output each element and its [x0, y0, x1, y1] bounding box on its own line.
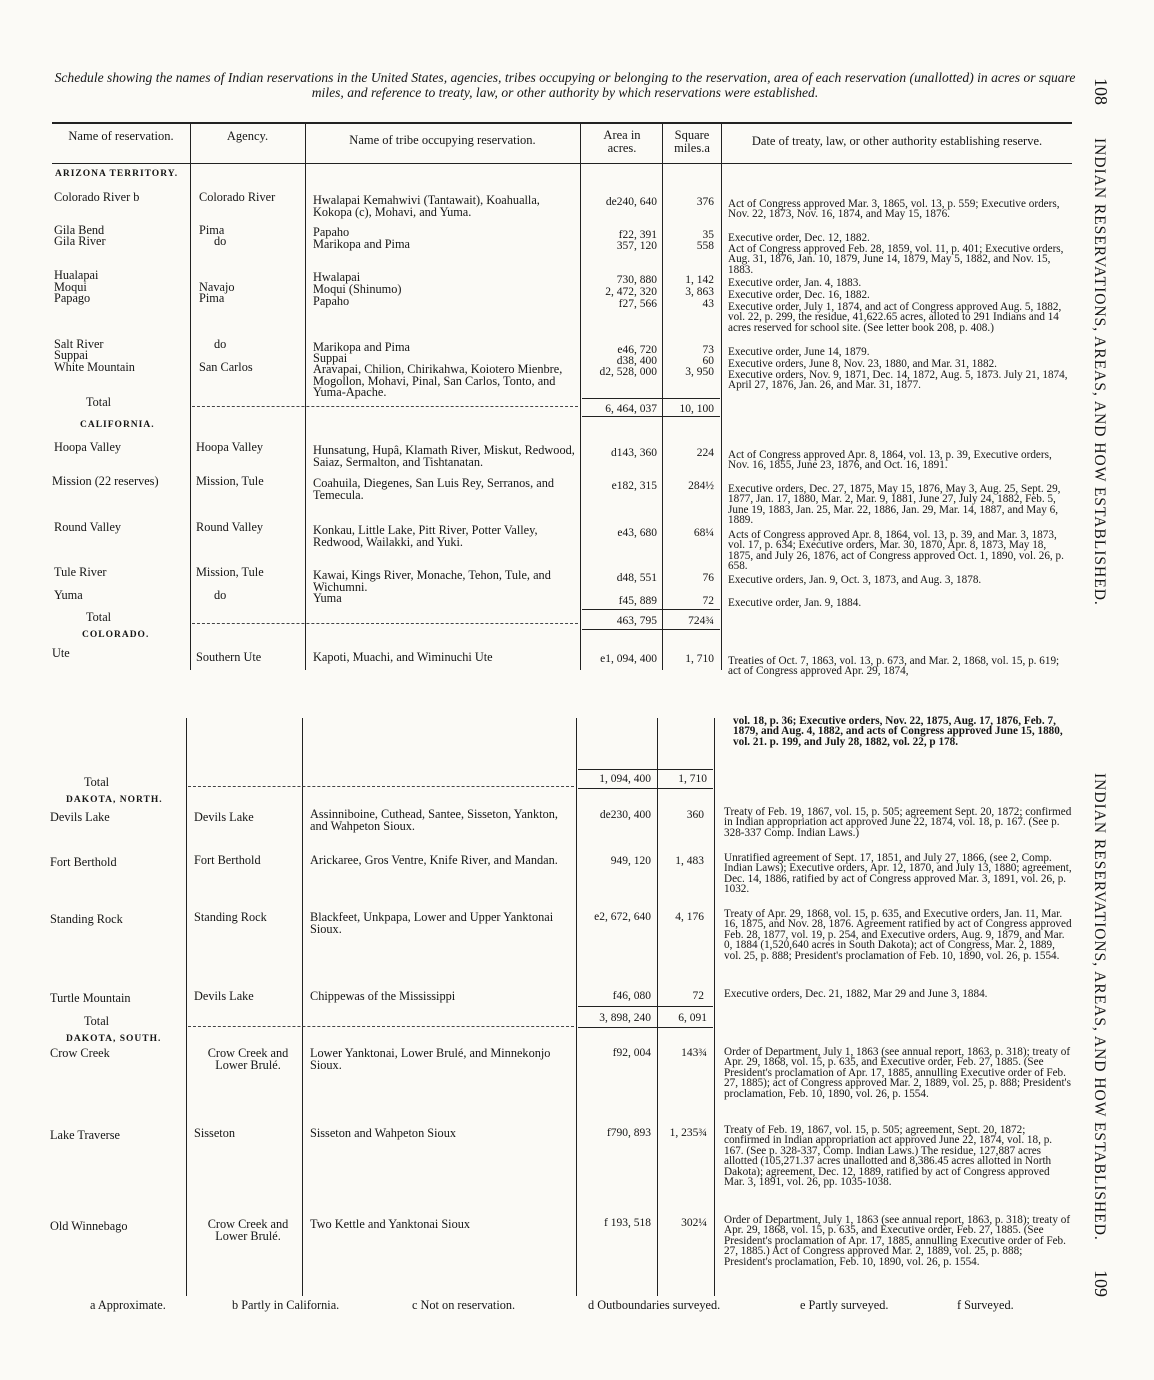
footnote-d: d Outboundaries surveyed. [588, 1298, 721, 1312]
reservation-name: Yuma [54, 588, 83, 602]
column-rule [302, 718, 303, 1296]
footnote-e: e Partly surveyed. [800, 1298, 889, 1312]
area-miles: 143¾ [681, 1047, 707, 1059]
area-miles: 1, 483 [675, 855, 704, 867]
authority: Acts of Congress approved Apr. 8, 1864, vol. 13, p. 39, and Mar. 3, 1873, vol. 17, p. 634; Executive orders, Mar. 30, 1870, Apr. 8, 1873, May 18, 1875, and July 26, 1876, act of Congress approved Oct. 1, 1890, vol. 26, p. 658. [728, 529, 1067, 573]
total-leader [192, 623, 578, 625]
area-acres: f92, 004 [612, 1047, 651, 1059]
authority: Order of Department, July 1, 1863 (see annual report, 1863, p. 318); treaty of Apr. 29, 1868, vol. 15, p. 635, and Executive order, Feb. 27, 1885. (See President's proclamation of Apr. 17, 1885, annulling Executive order of Feb. 27, 1885); act of Congress approved Mar. 2, 1889, vol. 25, p. 888; President's proclamation, Feb. 10, 1890, vol. 26, p. 1554. [724, 1046, 1074, 1100]
col-header-agency: Agency. [226, 129, 269, 143]
authority: Executive orders, Dec. 21, 1882, Mar 29 and June 3, 1884. [724, 988, 988, 1000]
column-rule [305, 122, 306, 670]
area-miles: 376 [696, 196, 714, 208]
total-acres: 463, 795 [616, 615, 657, 627]
table-top-rule [52, 122, 1072, 124]
column-rule [576, 718, 577, 1296]
reservation-name: Gila Bend [54, 223, 105, 237]
running-head-bottom: INDIAN RESERVATIONS, AREAS, AND HOW ESTABLISHED. [1091, 773, 1108, 1241]
section-heading: DAKOTA, SOUTH. [66, 1034, 162, 1044]
authority: Act of Congress approved Mar. 3, 1865, vol. 13, p. 559; Executive orders, Nov. 22, 1873, Nov. 16, 1874, and May 15, 1876. [728, 198, 1063, 221]
area-acres: f46, 080 [612, 990, 651, 1002]
total-label: Total [84, 775, 110, 789]
footnote-c: c Not on reservation. [412, 1298, 516, 1312]
area-acres: d38, 400 [616, 355, 657, 367]
column-rule [580, 122, 581, 670]
area-acres: 730, 880 [616, 274, 657, 286]
reservation-name: Standing Rock [50, 912, 123, 926]
tribe-name: Two Kettle and Yanktonai Sioux [310, 1217, 471, 1231]
authority: Executive order, Jan. 4, 1883. [728, 277, 862, 289]
header-bottom-rule [52, 163, 1072, 164]
reservation-name: Hualapai [54, 268, 99, 282]
authority: Executive order, Dec. 12, 1882. [728, 232, 870, 244]
agency-name: Mission, Tule [196, 565, 264, 579]
tribe-name: Marikopa and Pima [313, 237, 410, 251]
total-miles: 10, 100 [679, 403, 714, 415]
area-acres: d2, 528, 000 [599, 366, 657, 378]
agency-name: do [214, 588, 227, 602]
col-header-name: Name of reservation. [68, 129, 174, 143]
area-miles: 43 [702, 298, 714, 310]
agency-name: Fort Berthold [194, 853, 261, 867]
authority: Executive orders, June 8, Nov. 23, 1880, and Mar. 31, 1882. [728, 358, 997, 370]
area-miles: 60 [702, 355, 714, 367]
authority: Act of Congress approved Apr. 8, 1864, vol. 13, p. 39, Executive orders, Nov. 16, 1855, June 23, 1876, and Oct. 16, 1891. [728, 449, 1055, 472]
total-rule [582, 609, 720, 610]
footnote-b: b Partly in California. [232, 1298, 340, 1312]
area-acres: f22, 391 [618, 229, 657, 241]
area-acres: d48, 551 [616, 572, 657, 584]
total-rule [582, 416, 720, 417]
total-label: Total [86, 610, 112, 624]
agency-name: Mission, Tule [196, 474, 264, 488]
reservation-name: Crow Creek [50, 1046, 110, 1060]
running-head-top: INDIAN RESERVATIONS, AREAS, AND HOW ESTABLISHED. [1091, 138, 1108, 606]
total-acres: 3, 898, 240 [599, 1012, 651, 1024]
area-miles: 1, 235¾ [669, 1127, 707, 1139]
section-heading: COLORADO. [82, 630, 150, 640]
area-miles: 72 [702, 595, 714, 607]
area-acres: de230, 400 [599, 809, 651, 821]
area-miles: 3, 863 [685, 286, 714, 298]
agency-name: Sisseton [194, 1126, 235, 1140]
agency-name: Southern Ute [196, 650, 262, 664]
reservation-name: Tule River [54, 565, 107, 579]
agency-name: Pima [199, 291, 225, 305]
agency-name: Colorado River [199, 190, 276, 204]
total-acres: 1, 094, 400 [599, 773, 651, 785]
tribe-name: Arickaree, Gros Ventre, Knife River, and Mandan. [310, 853, 558, 867]
area-miles: 1, 710 [685, 653, 714, 665]
tribe-name: Hwalapai Kemahwivi (Tantawait), Koahualla, Kokopa (c), Mohavi, and Yuma. [313, 193, 543, 219]
area-acres: e182, 315 [611, 480, 657, 492]
col-header-acres: Area in acres. [603, 128, 641, 155]
agency-name: Crow Creek and Lower Brulé. [207, 1046, 292, 1072]
section-heading: DAKOTA, NORTH. [66, 795, 163, 805]
tribe-name: Konkau, Little Lake, Pitt River, Potter Valley, Redwood, Wailakki, and Yuki. [313, 523, 541, 549]
total-rule [578, 1027, 713, 1028]
area-miles: 72 [692, 990, 704, 1002]
reservation-name: White Mountain [54, 360, 135, 374]
area-miles: 4, 176 [675, 911, 704, 923]
agency-name: Round Valley [196, 520, 264, 534]
area-acres: f45, 889 [618, 595, 657, 607]
tribe-name: Kawai, Kings River, Monache, Tehon, Tule, and Wichumni. [313, 568, 554, 594]
tribe-name: Suppai [313, 351, 348, 365]
tribe-name: Assinniboine, Cuthead, Santee, Sisseton, Yankton, and Wahpeton Sioux. [310, 807, 562, 833]
tribe-name: Moqui (Shinumo) [313, 282, 402, 296]
authority: Treaty of Feb. 19, 1867, vol. 15, p. 505; agreement, Sept. 20, 1872; confirmed in Indian appropriation act approved June 22, 1874, vol. 18, p. 167. (See p. 328-337, Comp. Indian Laws.) The residue, 127,887 acres allotted (105,271.37 acres unallotted and 8,386.45 acres allotted in North Dakota); agreement, Dec. 12, 1889, ratified by act of Congress approved Mar. 3, 1891, vol. 26, pp. 1035-1038. [724, 1124, 1055, 1189]
area-miles: 1, 142 [685, 274, 714, 286]
total-rule [582, 629, 720, 630]
agency-name: San Carlos [199, 360, 253, 374]
col-header-date: Date of treaty, law, or other authority establishing reserve. [751, 134, 1043, 148]
reservation-name: Hoopa Valley [54, 440, 122, 454]
col-header-tribe: Name of tribe occupying reservation. [349, 133, 536, 147]
tribe-name: Kapoti, Muachi, and Wiminuchi Ute [313, 650, 493, 664]
area-miles: 224 [696, 447, 714, 459]
authority-continued: vol. 18, p. 36; Executive orders, Nov. 22, 1875, Aug. 17, 1876, Feb. 7, 1879, and Aug. 4, 1882, and acts of Congress approved June 15, 1880, vol. 21. p. 199, and July 28, 1882, vol. 22, p 178. [733, 715, 1066, 748]
agency-name: Devils Lake [194, 810, 254, 824]
area-acres: f 193, 518 [604, 1217, 651, 1229]
area-acres: de240, 640 [605, 196, 657, 208]
area-miles: 558 [696, 240, 714, 252]
area-acres: 949, 120 [610, 855, 651, 867]
column-rule [714, 718, 715, 1296]
authority: Unratified agreement of Sept. 17, 1851, and July 27, 1866, (see 2, Comp. Indian Laws); Executive orders, Apr. 12, 1870, and July 13, 1880; agreement, Dec. 14, 1886, ratified by act of Congress approved Mar. 3, 1891, vol. 26, p. 1032. [724, 852, 1075, 896]
total-leader [192, 406, 578, 408]
tribe-name: Papaho [313, 294, 350, 308]
authority: Executive orders, Dec. 27, 1875, May 15, 1876, May 3, Aug. 25, Sept. 29, 1877, Jan. 17, 1880, Mar. 2, Mar. 9, 1881, June 27, July 24, 1882, Feb. 5, June 19, 1883, Jan. 25, Mar. 22, 1886, Jan. 29, Mar. 14, 1887, and May 6, 1889. [728, 483, 1064, 527]
reservation-name: Ute [52, 646, 70, 660]
tribe-name: Hunsatung, Hupâ, Klamath River, Miskut, Redwood, Saiaz, Sermalton, and Tishtanatan. [313, 443, 578, 469]
total-rule [578, 788, 713, 789]
authority: Treaty of Apr. 29, 1868, vol. 15, p. 635, and Executive orders, Jan. 11, Mar. 16, 1875, and Nov. 28, 1876. Agreement ratified by act of Congress approved Feb. 28, 1877, vol. 19, p. 254, and Executive orders, Aug. 9, 1879, and Mar. 0, 1884 (1,520,640 acres in South Dakota); act of Congress, Mar. 2, 1889, vol. 25, p. 888; President's proclamation of Feb. 10, 1890, vol. 26, p. 1554. [724, 908, 1075, 962]
agency-name: Hoopa Valley [196, 440, 264, 454]
reservation-name: Papago [54, 291, 91, 305]
authority: Act of Congress approved Feb. 28, 1859, vol. 11, p. 401; Executive orders, Aug. 31, 1876, Jan. 10, 1879, June 14, 1879, May 5, 1882, and Nov. 15, 1883. [728, 243, 1066, 276]
agency-name: Pima [199, 223, 225, 237]
tribe-name: Lower Yanktonai, Lower Brulé, and Minnekonjo Sioux. [310, 1046, 554, 1072]
area-miles: 76 [702, 572, 714, 584]
page-number-bottom: 109 [1091, 1270, 1111, 1297]
total-miles: 1, 710 [678, 773, 707, 785]
reservation-name: Turtle Mountain [50, 991, 131, 1005]
tribe-name: Coahuila, Diegenes, San Luis Rey, Serranos, and Temecula. [313, 476, 557, 502]
reservation-name: Mission (22 reserves) [52, 474, 159, 488]
reservation-name: Salt River [54, 337, 104, 351]
reservation-name: Old Winnebago [50, 1219, 128, 1233]
agency-name: Devils Lake [194, 989, 254, 1003]
footnote-a: a Approximate. [90, 1298, 166, 1312]
area-acres: 2, 472, 320 [605, 286, 657, 298]
authority: Order of Department, July 1, 1863 (see annual report, 1863, p. 318); treaty of Apr. 29, 1868, vol. 15, p. 635, and Executive order, Feb. 27, 1885. (See President's proclamation of Apr. 17, 1885, annulling Executive order of Feb. 27, 1885.) Act of Congress approved Mar. 2, 1889, vol. 25, p. 888; President's proclamation, Feb. 10, 1890, vol. 26, p. 1554. [724, 1214, 1073, 1268]
area-acres: d143, 360 [611, 447, 657, 459]
authority: Executive order, June 14, 1879. [728, 346, 870, 358]
authority: Executive order, Jan. 9, 1884. [728, 597, 862, 609]
tribe-name: Sisseton and Wahpeton Sioux [310, 1126, 457, 1140]
total-miles: 724¾ [688, 615, 714, 627]
tribe-name: Hwalapai [313, 270, 361, 284]
page-title: Schedule showing the names of Indian reservations in the United States, agencies, tribes occupying or belonging to the reservation, area of each reservation (unallotted) in acres or square miles, and reference to treaty, law, or other authority by which reservations were established. [54, 70, 1076, 100]
total-leader [188, 1026, 574, 1028]
reservation-name: Gila River [54, 234, 106, 248]
area-acres: f790, 893 [606, 1127, 651, 1139]
tribe-name: Yuma [313, 591, 342, 605]
total-rule [578, 1006, 713, 1007]
total-miles: 6, 091 [678, 1012, 707, 1024]
tribe-name: Blackfeet, Unkpapa, Lower and Upper Yanktonai Sioux. [310, 910, 557, 936]
reservation-name: Lake Traverse [50, 1128, 121, 1142]
tribe-name: Chippewas of the Mississippi [310, 989, 456, 1003]
page-number-top: 108 [1091, 78, 1111, 105]
area-acres: 357, 120 [616, 240, 657, 252]
total-label: Total [86, 395, 112, 409]
area-acres: e2, 672, 640 [594, 911, 651, 923]
authority: Executive orders, Nov. 9, 1871, Dec. 14, 1872, Aug. 5, 1873. July 21, 1874, April 27, 1876, Jan. 26, and Mar. 31, 1877. [728, 369, 1070, 392]
area-miles: 284½ [688, 480, 714, 492]
authority: Treaties of Oct. 7, 1863, vol. 13, p. 673, and Mar. 2, 1868, vol. 15, p. 619; act of Congress approved Apr. 29, 1874, [728, 655, 1062, 678]
authority: Treaty of Feb. 19, 1867, vol. 15, p. 505; agreement Sept. 20, 1872; confirmed in Indian appropriation act approved June 22, 1874, vol. 18, p. 167. (See p. 328-337 Comp. Indian Laws.) [724, 806, 1075, 839]
reservation-name: Suppai [54, 348, 89, 362]
total-rule [582, 398, 720, 399]
total-rule [578, 769, 713, 770]
tribe-name: Marikopa and Pima [313, 340, 410, 354]
agency-name: Navajo [199, 280, 235, 294]
tribe-name: Aravapai, Chilion, Chirikahwa, Koiotero Mienbre, Mogollon, Mohavi, Pinal, San Carlos, Tonto, and Yuma-Apache. [313, 362, 566, 400]
authority: Executive orders, Jan. 9, Oct. 3, 1873, and Aug. 3, 1878. [728, 574, 982, 586]
authority: Executive order, July 1, 1874, and act of Congress approved Aug. 5, 1882, vol. 22, p. 299, the residue, 41,622.65 acres, alloted to 291 Indians and 14 acres reserved for school site. (See letter book 208, p. 408.) [728, 301, 1065, 334]
reservation-name: Fort Berthold [50, 855, 117, 869]
total-leader [188, 786, 574, 788]
reservation-name: Colorado River b [54, 190, 140, 204]
column-rule [657, 718, 658, 1296]
area-acres: e46, 720 [617, 344, 657, 356]
area-acres: e43, 680 [617, 527, 657, 539]
column-rule [186, 718, 187, 1296]
footnote-f: f Surveyed. [957, 1298, 1014, 1312]
total-acres: 6, 464, 037 [605, 403, 657, 415]
reservation-name: Devils Lake [50, 810, 110, 824]
area-miles: 360 [686, 809, 704, 821]
area-miles: 73 [702, 344, 714, 356]
tribe-name: Papaho [313, 225, 350, 239]
area-miles: 3, 950 [685, 366, 714, 378]
total-label: Total [84, 1014, 110, 1028]
agency-name: do [214, 234, 227, 248]
authority: Executive order, Dec. 16, 1882. [728, 289, 870, 301]
section-heading: ARIZONA TERRITORY. [55, 169, 179, 179]
agency-name: do [214, 337, 227, 351]
area-miles: 302¼ [681, 1217, 707, 1229]
reservation-name: Moqui [54, 280, 87, 294]
area-acres: e1, 094, 400 [600, 653, 657, 665]
column-rule [721, 122, 722, 670]
col-header-miles: Square miles.a [674, 128, 710, 155]
reservation-name: Round Valley [54, 520, 122, 534]
agency-name: Standing Rock [194, 910, 267, 924]
column-rule [190, 122, 191, 670]
column-rule [662, 122, 663, 670]
section-heading: CALIFORNIA. [80, 420, 155, 430]
area-miles: 35 [702, 229, 714, 241]
area-acres: f27, 566 [618, 298, 657, 310]
agency-name: Crow Creek and Lower Brulé. [207, 1217, 292, 1243]
area-miles: 68¼ [693, 527, 714, 539]
